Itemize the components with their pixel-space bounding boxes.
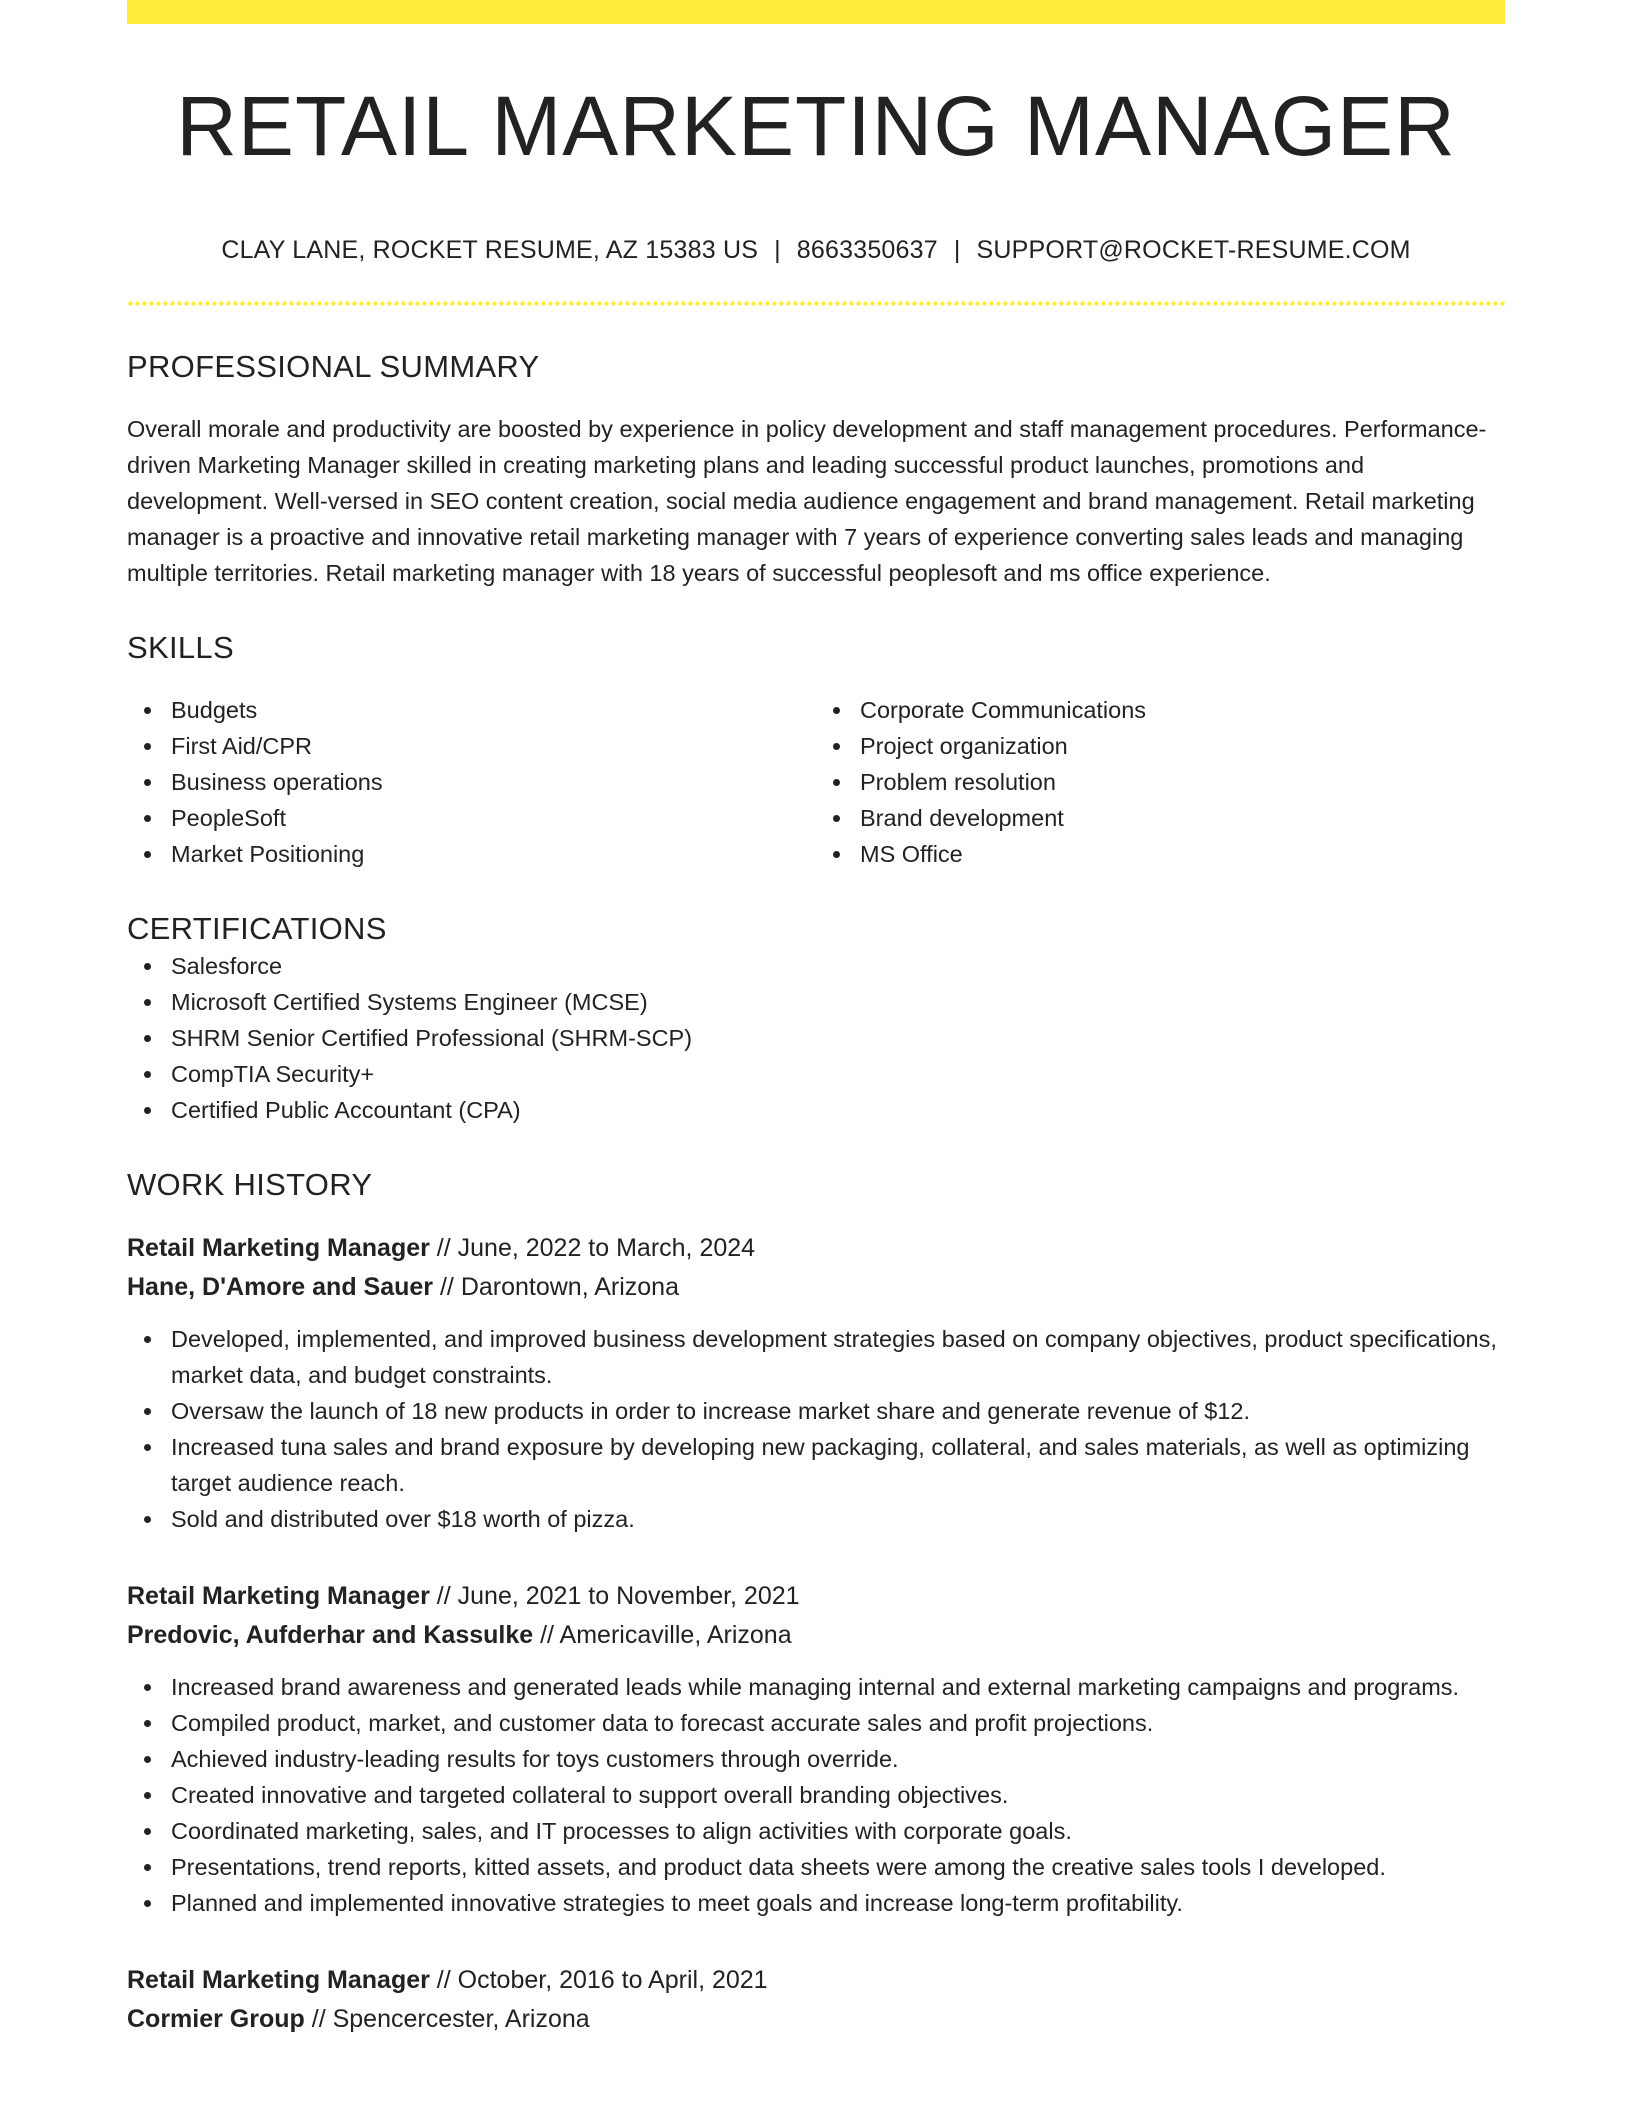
- skill-item: Business operations: [171, 764, 816, 800]
- job-role-line: [127, 1961, 1505, 2000]
- job-bullet: Increased tuna sales and brand exposure by developing new packaging, collateral, and sales materials, as well as optimizing target audience reach.: [171, 1429, 1505, 1501]
- skill-item: Corporate Communications: [860, 692, 1505, 728]
- job-bullet: Achieved industry-leading results for toys customers through override.: [171, 1741, 1505, 1777]
- job-entry: [127, 1229, 1505, 1537]
- summary-heading: PROFESSIONAL SUMMARY: [127, 349, 540, 384]
- job-company-line: [127, 1268, 1505, 1307]
- certifications-heading: CERTIFICATIONS: [127, 911, 387, 947]
- contact-phone: 8663350637: [796, 236, 938, 264]
- certification-item: CompTIA Security+: [171, 1056, 1505, 1092]
- job-role-line: [127, 1229, 1505, 1268]
- job-bullet: Increased brand awareness and generated leads while managing internal and external marketing campaigns and programs.: [171, 1669, 1505, 1705]
- skills-list-right: [816, 692, 1505, 872]
- summary-text: Overall morale and productivity are boosted by experience in policy development and staff management procedures. Performance-driven Marketing Manager skilled in creating marketing plans and leading successful product launches, promotions and development. Well-versed in SEO content creation, social media audience engagement and brand management. Retail marketing manager is a proactive and innovative retail marketing manager with 7 years of experience converting sales leads and managing multiple territories. Retail marketing manager with 18 years of successful peoplesoft and ms office experience.: [127, 416, 1487, 587]
- skill-item: Project organization: [860, 728, 1505, 764]
- skills-heading: SKILLS: [127, 630, 234, 666]
- job-role-line: [127, 1577, 1505, 1616]
- job-company: Hane, D'Amore and Sauer: [127, 1272, 434, 1301]
- job-entry: [127, 1961, 1505, 2039]
- job-role: Retail Marketing Manager: [127, 1233, 430, 1262]
- contact-address: CLAY LANE, ROCKET RESUME, AZ 15383 US: [221, 236, 759, 264]
- job-bullet: Developed, implemented, and improved business development strategies based on company objectives, product specifications, market data, and budget constraints.: [171, 1321, 1505, 1393]
- skills-list-left: [127, 692, 816, 872]
- skill-item: Brand development: [860, 800, 1505, 836]
- job-company: Predovic, Aufderhar and Kassulke: [127, 1620, 534, 1649]
- certification-item: Microsoft Certified Systems Engineer (MCSE): [171, 984, 1505, 1020]
- contact-line: [127, 236, 1505, 265]
- certification-item: Salesforce: [171, 948, 1505, 984]
- certifications-list: [127, 948, 1505, 1128]
- resume-page: [127, 0, 1505, 2039]
- job-bullet: Presentations, trend reports, kitted assets, and product data sheets were among the creative sales tools I developed.: [171, 1849, 1505, 1885]
- page-title: RETAIL MARKETING MANAGER: [176, 79, 1456, 173]
- job-location: // Americaville, Arizona: [533, 1620, 792, 1649]
- job-bullet: Coordinated marketing, sales, and IT processes to align activities with corporate goals.: [171, 1813, 1505, 1849]
- skills-grid: [127, 692, 1505, 872]
- job-bullet: Oversaw the launch of 18 new products in order to increase market share and generate revenue of $12.: [171, 1393, 1505, 1429]
- job-bullet: Planned and implemented innovative strategies to meet goals and increase long-term profitability.: [171, 1885, 1505, 1921]
- job-dates: // October, 2016 to April, 2021: [429, 1965, 768, 1994]
- job-location: // Darontown, Arizona: [433, 1272, 679, 1301]
- certification-item: SHRM Senior Certified Professional (SHRM-SCP): [171, 1020, 1505, 1056]
- job-role: Retail Marketing Manager: [127, 1965, 430, 1994]
- job-bullet: Created innovative and targeted collateral to support overall branding objectives.: [171, 1777, 1505, 1813]
- skill-item: Market Positioning: [171, 836, 816, 872]
- skill-item: Problem resolution: [860, 764, 1505, 800]
- job-company-line: [127, 2000, 1505, 2039]
- skill-item: MS Office: [860, 836, 1505, 872]
- job-bullets: [127, 1669, 1505, 1921]
- contact-separator: |: [953, 236, 961, 264]
- skill-item: First Aid/CPR: [171, 728, 816, 764]
- job-entry: [127, 1577, 1505, 1921]
- contact-separator: |: [774, 236, 781, 264]
- job-dates: // June, 2021 to November, 2021: [429, 1581, 800, 1610]
- job-company: Cormier Group: [127, 2004, 305, 2033]
- job-bullets: [127, 1321, 1505, 1537]
- job-company-line: [127, 1616, 1505, 1655]
- job-bullet: Compiled product, market, and customer data to forecast accurate sales and profit projections.: [171, 1705, 1505, 1741]
- skill-item: Budgets: [171, 692, 816, 728]
- contact-email: SUPPORT@ROCKET-RESUME.COM: [976, 236, 1411, 264]
- job-bullet: Sold and distributed over $18 worth of pizza.: [171, 1501, 1505, 1537]
- certification-item: Certified Public Accountant (CPA): [171, 1092, 1505, 1128]
- accent-bar: [127, 0, 1505, 24]
- skill-item: PeopleSoft: [171, 800, 816, 836]
- work-history-heading: WORK HISTORY: [127, 1166, 373, 1202]
- dotted-divider: [127, 301, 1505, 306]
- job-location: // Spencercester, Arizona: [304, 2004, 590, 2033]
- job-dates: // June, 2022 to March, 2024: [429, 1233, 756, 1262]
- job-role: Retail Marketing Manager: [127, 1581, 430, 1610]
